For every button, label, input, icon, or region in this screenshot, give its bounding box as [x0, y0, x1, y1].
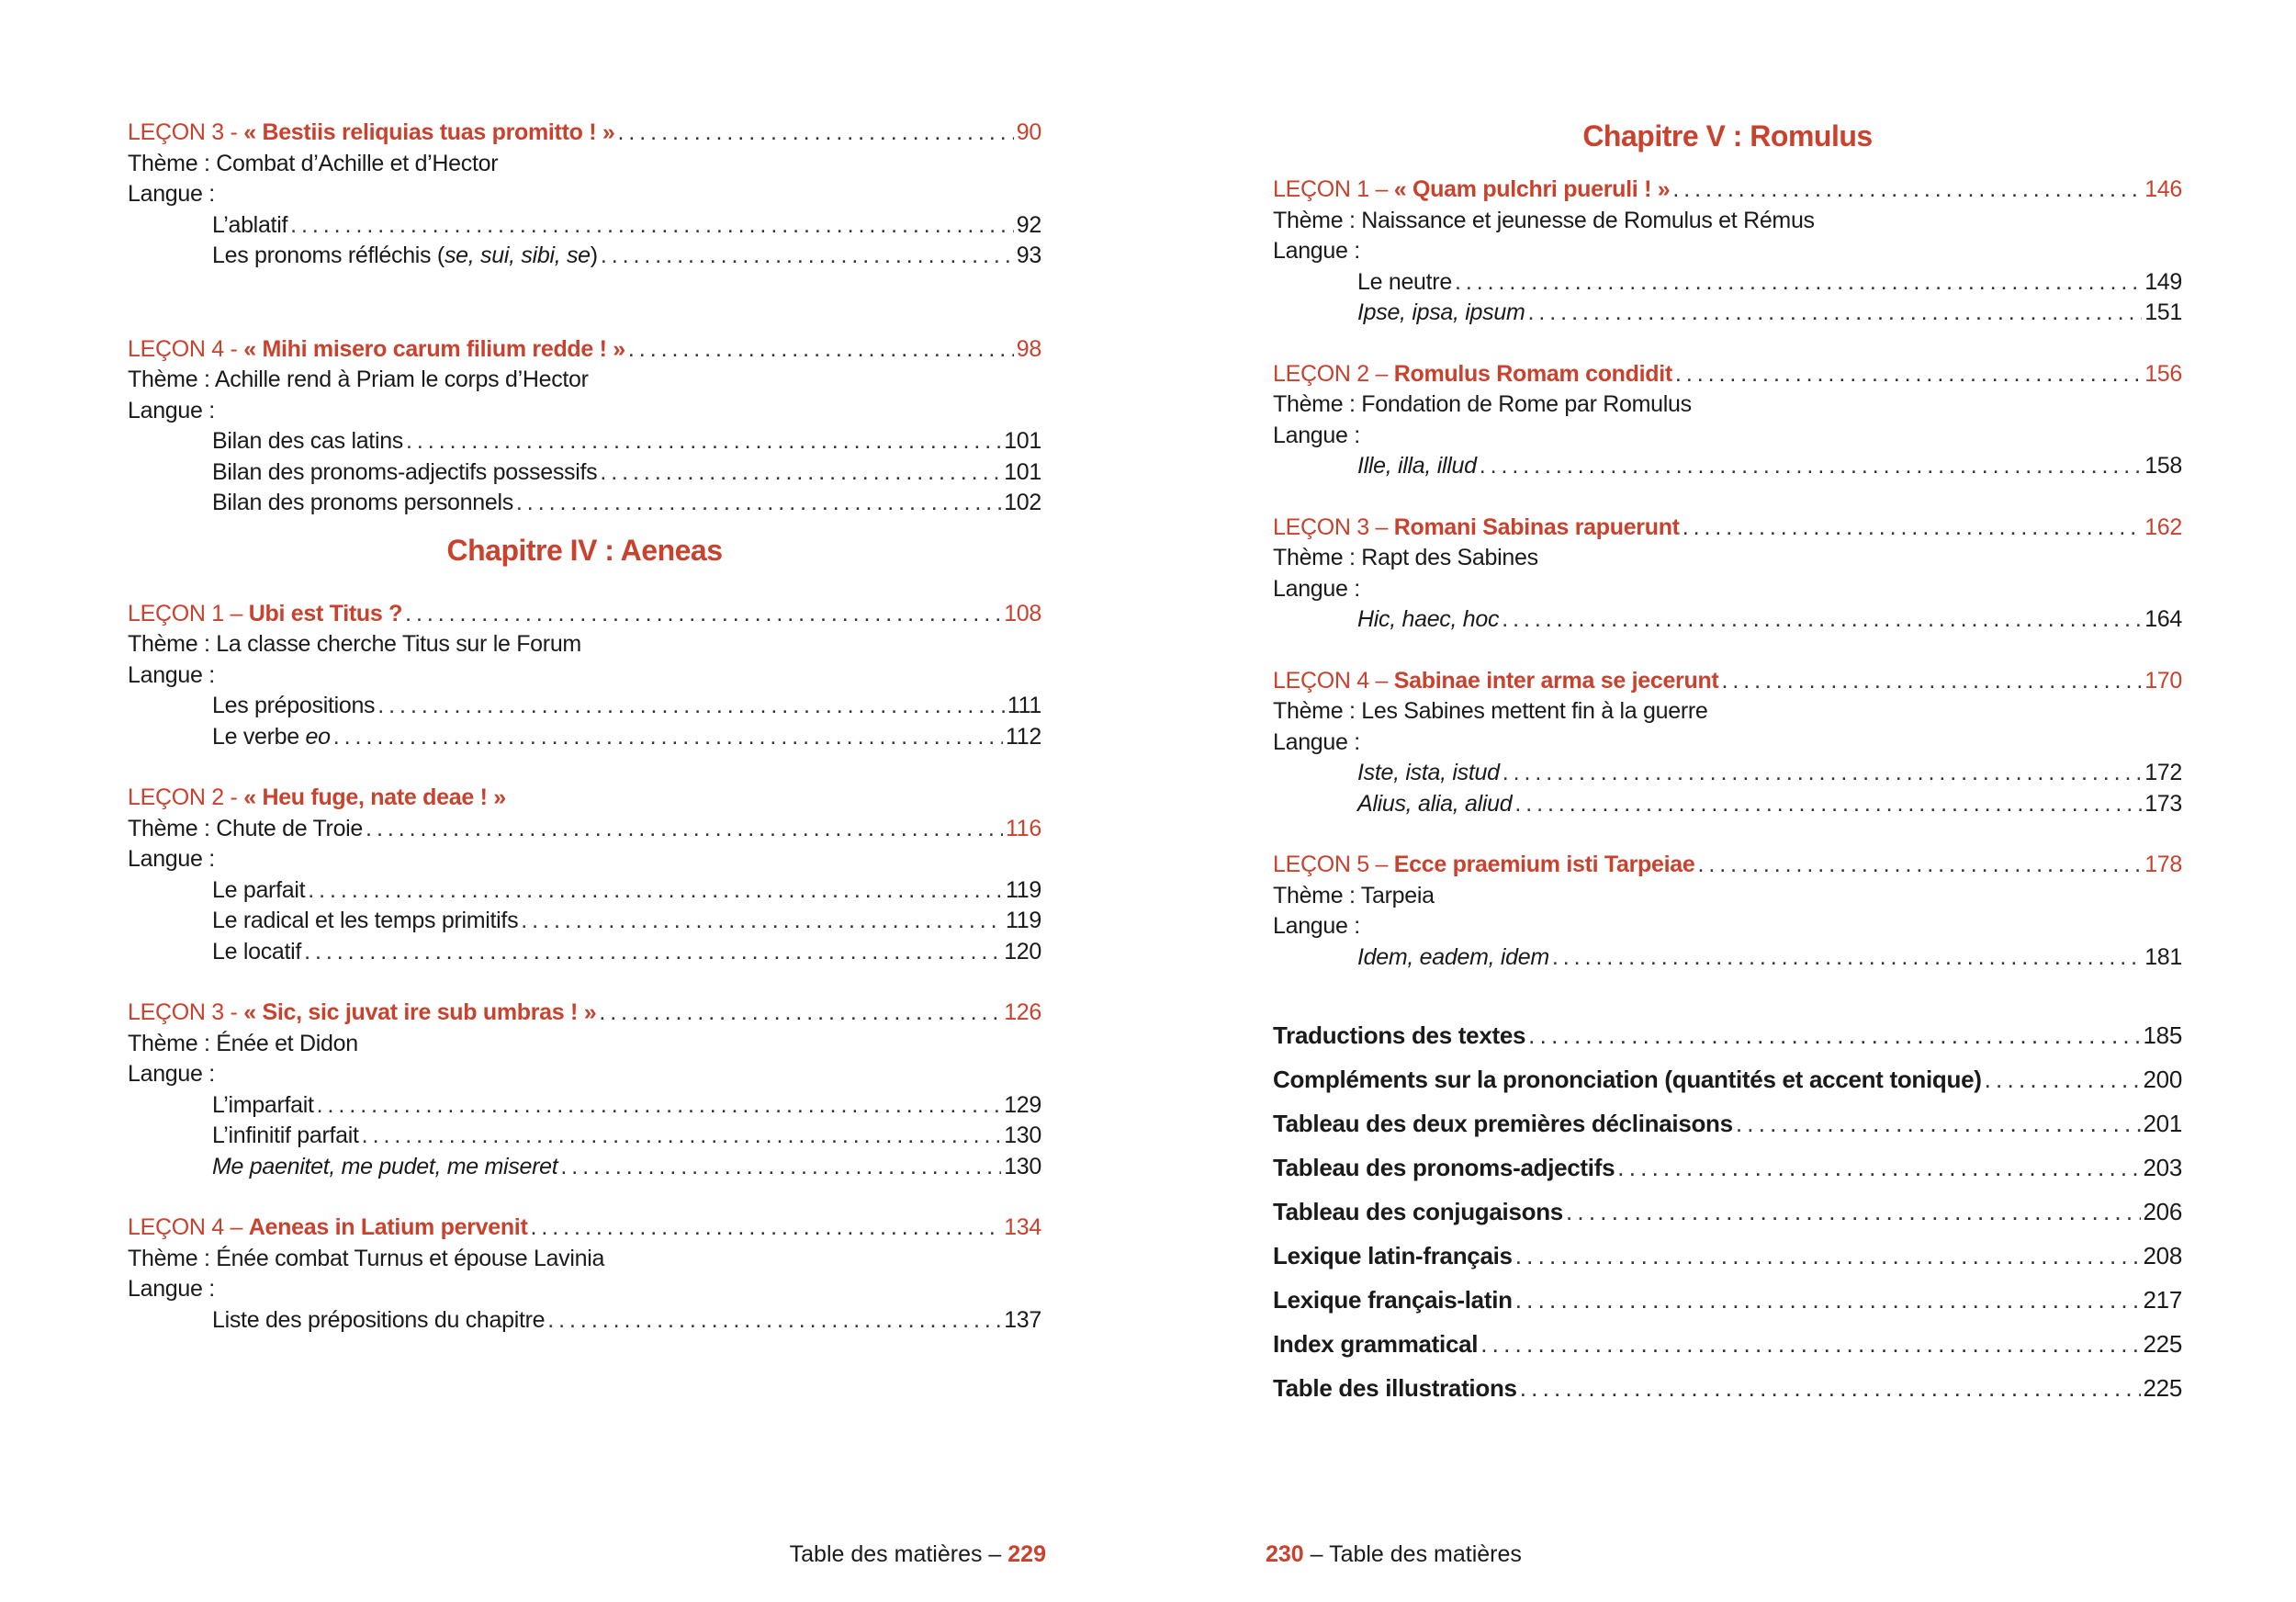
lesson-heading[interactable]: [1273, 175, 2182, 206]
leader-dots: [516, 488, 1001, 519]
topic-entry[interactable]: [128, 1090, 1041, 1122]
leader-dots: [1480, 451, 2143, 482]
leader-dots: [290, 210, 1014, 242]
lesson-prefix: LEÇON 4 -: [128, 335, 244, 362]
back-matter-entry[interactable]: [1273, 1234, 2182, 1278]
topic-entry[interactable]: [1273, 942, 2182, 974]
topic-entry[interactable]: [1273, 451, 2182, 482]
lesson-heading[interactable]: [1273, 359, 2182, 390]
leader-dots: [601, 241, 1014, 272]
topic-label: Le locatif: [212, 938, 302, 965]
leader-dots: [618, 118, 1014, 149]
leader-dots: [1985, 1057, 2141, 1101]
right-toc-column: [1273, 118, 2182, 1410]
leader-dots: [547, 1305, 1001, 1337]
lesson-theme: Thème : Naissance et jeunesse de Romulus et Rémus: [1273, 207, 1815, 233]
langue-label: Langue :: [1273, 575, 1360, 602]
topic-label: [212, 722, 331, 753]
lesson-theme: Thème : Chute de Troie: [128, 815, 364, 841]
lesson-prefix: LEÇON 1 –: [1273, 176, 1394, 202]
chapter-title: Chapitre IV : Aeneas: [446, 533, 723, 567]
leader-dots: [521, 906, 1003, 937]
page-number: 162: [2144, 513, 2182, 540]
chapter-title: Chapitre V : Romulus: [1582, 119, 1873, 152]
page-number: 206: [2143, 1198, 2182, 1225]
lesson-theme: Thème : Combat d’Achille et d’Hector: [128, 150, 499, 176]
leader-dots: [1675, 359, 2142, 390]
page-number: 203: [2143, 1154, 2182, 1181]
lesson-heading[interactable]: [1273, 513, 2182, 544]
leader-dots: [1515, 1278, 2141, 1322]
langue-label: Langue :: [128, 846, 215, 872]
page-number: 108: [1004, 600, 1041, 626]
lesson-title: Ecce praemium isti Tarpeiae: [1393, 852, 1695, 877]
leader-dots: [1736, 1101, 2141, 1145]
topic-label: Bilan des pronoms-adjectifs possessifs: [212, 458, 598, 485]
topic-label: L’imparfait: [212, 1091, 314, 1118]
page-number: 92: [1016, 211, 1041, 238]
back-matter-list: [1273, 1013, 2182, 1410]
leader-dots: [1721, 666, 2142, 697]
page-number: 98: [1016, 335, 1041, 362]
leader-dots: [366, 814, 1003, 845]
topic-entry[interactable]: [1273, 789, 2182, 820]
page-number: 130: [1004, 1153, 1041, 1179]
topic-label: Les prépositions: [212, 693, 376, 718]
topic-label: Idem, eadem, idem: [1357, 943, 1549, 970]
footer-text: – Table des matières: [1303, 1541, 1522, 1567]
topic-label: Ille, illa, illud: [1357, 453, 1477, 479]
topic-entry[interactable]: [128, 722, 1041, 753]
lesson-title: « Heu fuge, nate deae ! »: [243, 784, 506, 810]
topic-label: Bilan des cas latins: [212, 428, 404, 454]
page-number: 225: [2143, 1330, 2182, 1358]
page-number: 208: [2143, 1242, 2182, 1269]
lesson-title: Romani Sabinas rapuerunt: [1393, 513, 1680, 540]
lesson-prefix: LEÇON 3 -: [128, 999, 244, 1025]
topic-entry[interactable]: [128, 241, 1041, 272]
langue-label: Langue :: [128, 181, 215, 207]
page-number: 170: [2144, 667, 2182, 694]
lesson-prefix: LEÇON 2 -: [128, 784, 244, 810]
page-number: 137: [1004, 1306, 1041, 1333]
page-number: 119: [1006, 908, 1041, 933]
back-matter-label: Compléments sur la prononciation (quantités et accent tonique): [1273, 1066, 1982, 1093]
lesson-title: Ubi est Titus ?: [248, 600, 403, 626]
langue-label: Langue :: [128, 661, 215, 688]
topic-entry[interactable]: [128, 875, 1041, 907]
leader-dots: [317, 1090, 1002, 1122]
topic-label: Le neutre: [1357, 268, 1452, 295]
page-number: 134: [1004, 1214, 1041, 1240]
topic-label: Iste, ista, istud: [1357, 760, 1500, 785]
back-matter-label: Tableau des pronoms-adjectifs: [1273, 1154, 1615, 1181]
page-number: 173: [2144, 790, 2182, 817]
topic-label: Bilan des pronoms personnels: [212, 490, 513, 515]
page-number: 112: [1006, 723, 1041, 750]
lesson-prefix: LEÇON 3 -: [128, 119, 244, 145]
page-number: 156: [2144, 360, 2182, 387]
page-number: 120: [1004, 938, 1041, 965]
page-number: 102: [1004, 490, 1041, 515]
langue-label: Langue :: [128, 1276, 215, 1302]
topic-label-text: Les pronoms réfléchis (: [212, 243, 445, 268]
page-number: 217: [2143, 1286, 2182, 1314]
back-matter-entry[interactable]: [1273, 1278, 2182, 1322]
back-matter-label: Table des illustrations: [1273, 1374, 1517, 1402]
topic-label-text: ): [590, 243, 598, 268]
topic-label: Le parfait: [212, 876, 306, 903]
page-number: 185: [2143, 1021, 2182, 1049]
topic-label: Me paenitet, me pudet, me miseret: [212, 1153, 558, 1179]
topic-label: Hic, haec, hoc: [1357, 606, 1500, 632]
back-matter-label: Lexique latin-français: [1273, 1242, 1513, 1269]
page-number: 146: [2144, 176, 2182, 202]
topic-entry[interactable]: [128, 457, 1041, 489]
back-matter-label: Traductions des textes: [1273, 1021, 1526, 1049]
back-matter-label: Index grammatical: [1273, 1330, 1479, 1358]
lesson-theme: Thème : Énée combat Turnus et épouse Lavinia: [128, 1245, 605, 1271]
langue-label: Langue :: [1273, 913, 1360, 939]
leader-dots: [1683, 513, 2142, 544]
lesson-heading[interactable]: [128, 1213, 1041, 1244]
lesson-title: « Sic, sic juvat ire sub umbras ! »: [243, 999, 597, 1025]
leader-dots: [1455, 267, 2142, 299]
leader-dots: [560, 1152, 1001, 1183]
lesson-title: « Bestiis reliquias tuas promitto ! »: [243, 119, 615, 145]
lesson-heading[interactable]: [128, 783, 1041, 814]
lesson-theme: Thème : La classe cherche Titus sur le Forum: [128, 631, 581, 657]
topic-entry[interactable]: [1273, 604, 2182, 636]
back-matter-entry[interactable]: [1273, 1013, 2182, 1057]
right-page: [1148, 0, 2296, 1602]
topic-entry[interactable]: [128, 488, 1041, 519]
lesson-theme: Thème : Tarpeia: [1273, 882, 1435, 908]
leader-dots: [1480, 1322, 2140, 1366]
lesson-theme: Thème : Énée et Didon: [128, 1030, 358, 1056]
lesson-heading[interactable]: [1273, 850, 2182, 881]
topic-label: Ipse, ipsa, ipsum: [1357, 299, 1525, 325]
lesson-prefix: LEÇON 4 –: [128, 1214, 249, 1240]
leader-dots: [308, 875, 1003, 907]
page-number: 151: [2144, 299, 2182, 325]
page-number: 93: [1016, 243, 1041, 268]
lesson-heading[interactable]: [128, 998, 1041, 1029]
page-number: 158: [2144, 453, 2182, 479]
page-number: 116: [1006, 815, 1041, 841]
page-number: 149: [2144, 268, 2182, 295]
topic-label: Liste des prépositions du chapitre: [212, 1306, 546, 1333]
leader-dots: [362, 1121, 1002, 1152]
topic-label-italic: se, sui, sibi, se: [444, 243, 591, 268]
page-number: 129: [1004, 1091, 1041, 1118]
topic-label: [212, 241, 598, 272]
topic-entry[interactable]: [128, 906, 1041, 937]
back-matter-entry[interactable]: [1273, 1057, 2182, 1101]
leader-dots: [599, 998, 1001, 1029]
langue-label: Langue :: [128, 1061, 215, 1087]
page-number: 130: [1004, 1123, 1041, 1148]
lesson-prefix: LEÇON 5 –: [1273, 852, 1394, 877]
back-matter-entry[interactable]: [1273, 1322, 2182, 1366]
lesson-theme: Thème : Achille rend à Priam le corps d’Hector: [128, 367, 589, 392]
langue-label: Langue :: [1273, 422, 1360, 448]
leader-dots: [1566, 1190, 2141, 1234]
footer-page-number: 230: [1266, 1541, 1304, 1567]
leader-dots: [406, 426, 1001, 457]
topic-entry[interactable]: [128, 1305, 1041, 1337]
topic-label: Le radical et les temps primitifs: [212, 908, 519, 933]
topic-entry[interactable]: [1273, 298, 2182, 329]
topic-entry[interactable]: [128, 1152, 1041, 1183]
topic-label: L’infinitif parfait: [212, 1123, 359, 1148]
lesson-title: Aeneas in Latium pervenit: [248, 1214, 528, 1240]
leader-dots: [1503, 758, 2142, 789]
page-number: 178: [2144, 852, 2182, 877]
lesson-heading[interactable]: [128, 118, 1041, 149]
leader-dots: [1698, 850, 2143, 881]
leader-dots: [1552, 942, 2142, 974]
lesson-heading[interactable]: [128, 599, 1041, 630]
topic-label-text: Le verbe: [212, 723, 306, 750]
page-number: 172: [2144, 760, 2182, 785]
leader-dots: [530, 1213, 1001, 1244]
page-number: 126: [1004, 999, 1041, 1025]
lesson-prefix: LEÇON 2 –: [1273, 360, 1394, 387]
back-matter-label: Tableau des conjugaisons: [1273, 1198, 1563, 1225]
back-matter-entry[interactable]: [1273, 1366, 2182, 1410]
page-number: 101: [1004, 428, 1041, 454]
leader-dots: [333, 722, 1003, 753]
page-number: 225: [2143, 1374, 2182, 1402]
lesson-prefix: LEÇON 4 –: [1273, 667, 1394, 694]
lesson-theme-entry[interactable]: [128, 814, 1041, 845]
footer-page-number: 229: [1007, 1541, 1046, 1567]
left-toc-column: [128, 118, 1041, 1336]
lesson-prefix: LEÇON 1 –: [128, 600, 249, 626]
back-matter-label: Tableau des deux premières déclinaisons: [1273, 1110, 1733, 1137]
leader-dots: [304, 937, 1001, 968]
lesson-title: « Quam pulchri pueruli ! »: [1393, 176, 1671, 202]
page-number: 201: [2143, 1110, 2182, 1137]
leader-dots: [600, 457, 1001, 489]
topic-entry[interactable]: [128, 426, 1041, 457]
lesson-theme: Thème : Fondation de Rome par Romulus: [1273, 391, 1692, 417]
topic-entry[interactable]: [1273, 758, 2182, 789]
lesson-theme: Thème : Rapt des Sabines: [1273, 545, 1538, 570]
topic-entry[interactable]: [128, 1121, 1041, 1152]
page-footer-right: [1266, 1540, 1522, 1569]
leader-dots: [1502, 604, 2142, 636]
page-number: 164: [2144, 606, 2182, 632]
leader-dots: [1617, 1145, 2140, 1190]
lesson-title: Sabinae inter arma se jecerunt: [1393, 667, 1719, 694]
back-matter-entry[interactable]: [1273, 1101, 2182, 1145]
lesson-title: « Mihi misero carum filium redde ! »: [243, 335, 625, 362]
page-number: 200: [2143, 1066, 2182, 1093]
page-number: 119: [1006, 876, 1041, 903]
topic-entry[interactable]: [128, 210, 1041, 242]
page-number: 181: [2144, 943, 2182, 970]
lesson-heading[interactable]: [128, 334, 1041, 366]
page-number: 111: [1007, 693, 1041, 718]
leader-dots: [1528, 298, 2143, 329]
back-matter-label: Lexique français-latin: [1273, 1286, 1513, 1314]
lesson-prefix: LEÇON 3 –: [1273, 513, 1394, 540]
topic-entry[interactable]: [128, 937, 1041, 968]
lesson-theme: Thème : Les Sabines mettent fin à la guerre: [1273, 698, 1708, 724]
back-matter-entry[interactable]: [1273, 1145, 2182, 1190]
leader-dots: [377, 691, 1005, 722]
langue-label: Langue :: [1273, 728, 1360, 755]
back-matter-entry[interactable]: [1273, 1190, 2182, 1234]
page-footer-left: [790, 1540, 1046, 1569]
page-number: 90: [1016, 119, 1041, 145]
topic-entry[interactable]: [128, 691, 1041, 722]
leader-dots: [1514, 789, 2142, 820]
leader-dots: [1672, 175, 2142, 206]
langue-label: Langue :: [128, 397, 215, 423]
langue-label: Langue :: [1273, 238, 1360, 264]
leader-dots: [1528, 1013, 2140, 1057]
leader-dots: [405, 599, 1001, 630]
lesson-title: Romulus Romam condidit: [1393, 360, 1672, 387]
topic-entry[interactable]: [1273, 267, 2182, 299]
topic-label-italic: eo: [305, 723, 331, 750]
footer-text: Table des matières –: [789, 1541, 1008, 1567]
leader-dots: [628, 334, 1014, 366]
topic-label: Alius, alia, aliud: [1357, 790, 1513, 817]
leader-dots: [1520, 1366, 2141, 1410]
lesson-heading[interactable]: [1273, 666, 2182, 697]
page-number: 101: [1004, 458, 1041, 485]
topic-label: L’ablatif: [212, 211, 288, 238]
leader-dots: [1515, 1234, 2141, 1278]
